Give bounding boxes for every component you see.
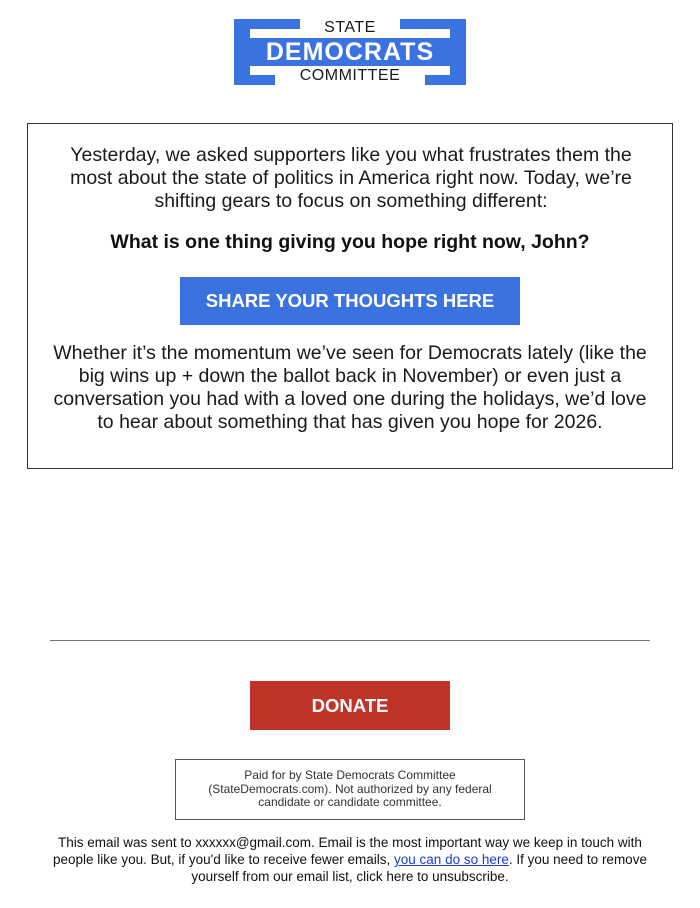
share-thoughts-button[interactable]: SHARE YOUR THOUGHTS HERE xyxy=(180,277,520,325)
disclaimer-line-2: (StateDemocrats.com). Not authorized by any federal xyxy=(208,781,492,796)
logo-text-bottom: COMMITTEE xyxy=(275,67,425,85)
intro-paragraph: Yesterday, we asked supporters like you what frustrates them the most about the state of politics in America right now. Today, we’re shifting gears to focus on something different: xyxy=(70,144,632,212)
message-box xyxy=(27,123,673,469)
logo-text-top: STATE xyxy=(300,19,400,37)
fewer-emails-link[interactable]: you can do so here xyxy=(394,852,509,867)
body-paragraph: Whether it’s the momentum we’ve seen for Democrats lately (like the big wins up + down the ballot back in November) or even just a conversation you had with a loved one during the holidays, we’d love to hear about something that has given you hope for 2026. xyxy=(53,342,647,433)
hope-question: What is one thing giving you hope right now, John? xyxy=(110,231,590,253)
section-divider xyxy=(50,640,650,641)
footer-text-1: This email was sent to xxxxxx@gmail.com. Email is the most important way we keep in touch with people like you. But, if you'd like to receive fewer emails, xyxy=(53,835,642,867)
disclaimer-line-3: candidate or candidate committee. xyxy=(258,795,442,809)
disclaimer-line-1: Paid for by State Democrats Committee xyxy=(244,768,456,782)
email-footer xyxy=(40,834,660,885)
state-democrats-logo xyxy=(234,19,466,85)
logo-inner xyxy=(250,19,450,84)
logo-text-middle: DEMOCRATS xyxy=(234,38,466,66)
footer-text-2: . If you need to remove yourself from our email list, click here to unsubscribe. xyxy=(191,852,647,884)
paid-for-disclaimer xyxy=(175,759,525,820)
donate-button[interactable]: DONATE xyxy=(250,681,450,730)
